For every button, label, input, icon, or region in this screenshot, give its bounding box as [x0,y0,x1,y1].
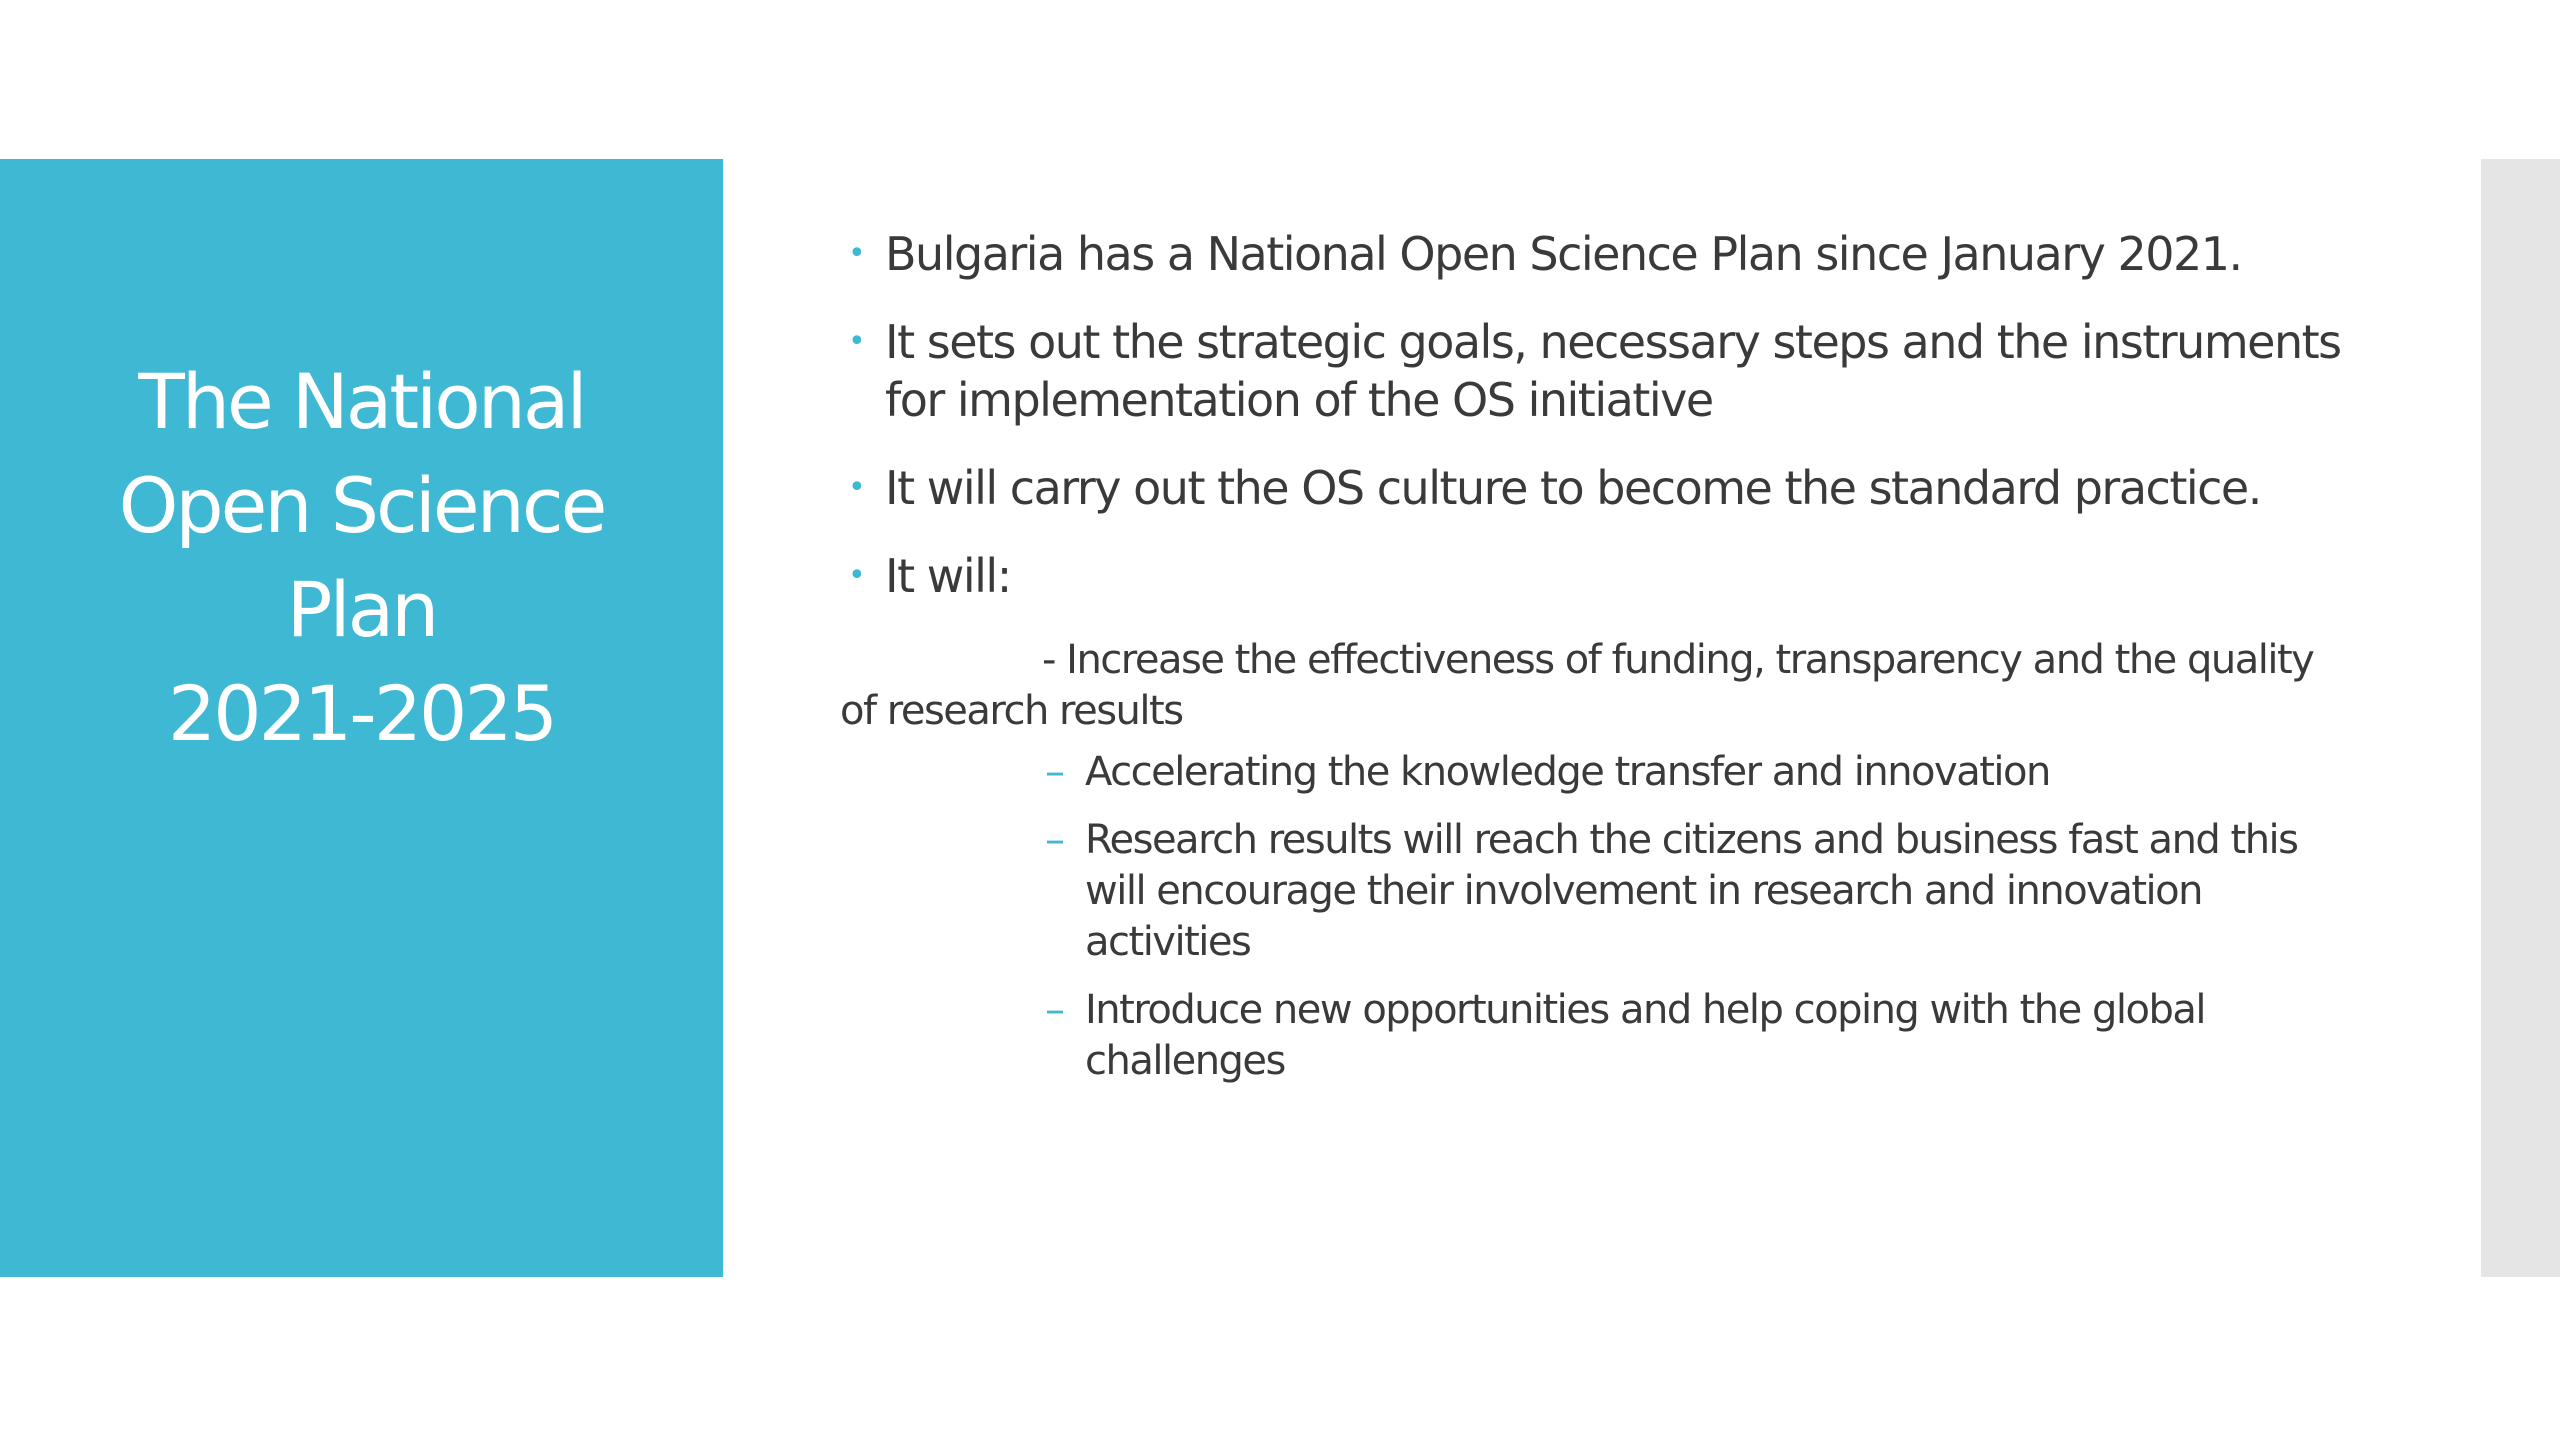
title-line-3: Plan [286,565,437,654]
title-line-2: Open Science [118,461,605,550]
sub-item-text: Introduce new opportunities and help coping with the global challenges [1085,987,2205,1084]
bullet-text: It sets out the strategic goals, necessary steps and the instruments for implementation of the OS initiative [885,315,2341,427]
sub-item-text: Accelerating the knowledge transfer and innovation [1085,749,2050,795]
bullet-icon: • [848,558,865,593]
bullet-icon: • [848,236,865,271]
bullet-item [840,459,2360,517]
bullet-item [840,225,2360,283]
bullet-icon: • [848,470,865,505]
dash-icon: – [1045,749,1064,795]
content-body [840,225,2360,1104]
dash-icon: – [1045,817,1064,863]
title-line-1: The National [138,357,585,446]
dash-icon: – [1045,987,1064,1033]
side-bar [2481,159,2560,1277]
bullet-item [840,547,2360,605]
bullet-item [840,313,2360,429]
bullet-text: Bulgaria has a National Open Science Plan since January 2021. [885,227,2242,281]
sub-list-item [1045,747,2360,798]
title-line-4: 2021-2025 [167,669,556,758]
slide-title [0,350,723,766]
sub-item-text: Research results will reach the citizens and business fast and this will encourage their involvement in research and innovation activities [1085,817,2298,965]
sub-list [1045,747,2360,1087]
sub-list-item [1045,815,2360,968]
bullet-icon: • [848,324,865,359]
plain-paragraph: - Increase the effectiveness of funding, transparency and the quality of research results [840,637,2314,734]
bullet-text: It will: [885,549,1011,603]
bullet-text: It will carry out the OS culture to become the standard practice. [885,461,2261,515]
sub-list-item [1045,985,2360,1087]
